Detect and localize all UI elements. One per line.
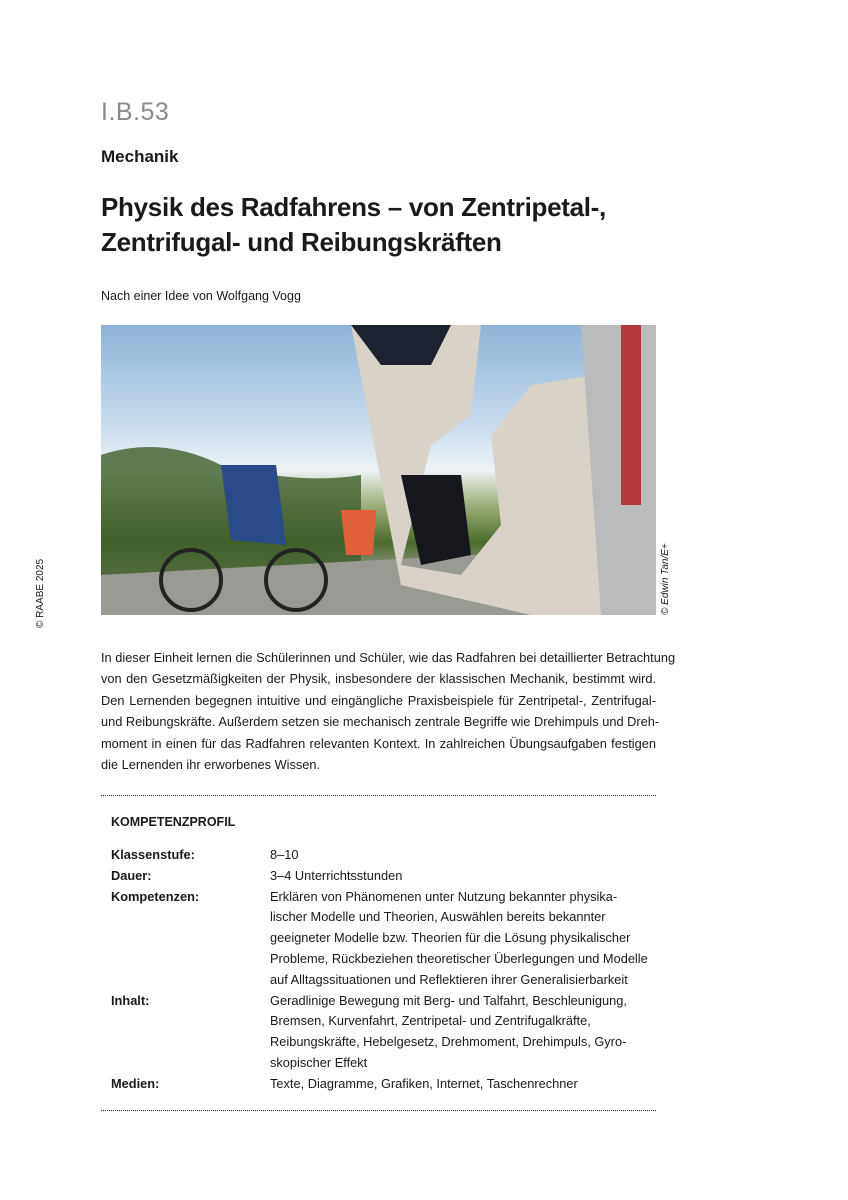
intro-line: moment in einen für das Radfahren relevanten Kontext. In zahlreichen Übungsaufgaben festigen bbox=[101, 735, 656, 751]
profile-value: lischer Modelle und Theorien, Auswählen bereits bekannter bbox=[270, 909, 606, 925]
profile-value: skopischer Effekt bbox=[270, 1054, 368, 1070]
profile-value: Texte, Diagramme, Grafiken, Internet, Taschenrechner bbox=[270, 1075, 578, 1091]
title-line: Physik des Radfahrens – von Zentripetal-, bbox=[101, 192, 606, 222]
intro-line: In dieser Einheit lernen die Schülerinnen und Schüler, wie das Radfahren bei detaillierter Betrachtung bbox=[101, 650, 676, 665]
profile-label: Dauer: bbox=[111, 867, 152, 883]
profile-row bbox=[111, 887, 656, 991]
profile-value: 3–4 Unterrichtsstunden bbox=[270, 867, 403, 883]
cyclists-photo bbox=[101, 325, 656, 615]
intro-line: die Lernenden ihr erworbenes Wissen. bbox=[101, 757, 321, 773]
profile-label: Klassenstufe: bbox=[111, 847, 195, 862]
page-title bbox=[101, 190, 661, 260]
profile-row bbox=[111, 991, 656, 1074]
intro-line: von den Gesetzmäßigkeiten der Physik, insbesondere der klassischen Mechanik, bestimmt wird. bbox=[101, 671, 656, 687]
divider bbox=[101, 1110, 656, 1111]
profile-row bbox=[111, 845, 656, 866]
profile-value: auf Alltagssituationen und Reflektieren ihrer Generalisierbarkeit bbox=[270, 971, 628, 987]
profile-heading: KOMPETENZPROFIL bbox=[111, 815, 236, 829]
profile-value: Erklären von Phänomenen unter Nutzung bekannter physika- bbox=[270, 888, 618, 904]
profile-label: Kompetenzen: bbox=[111, 888, 200, 904]
profile-row bbox=[111, 1074, 656, 1095]
profile-value: Reibungskräfte, Hebelgesetz, Drehmoment, Drehimpuls, Gyro- bbox=[270, 1034, 627, 1050]
divider bbox=[101, 795, 656, 796]
photo-credit: © Edwin Tan/E+ bbox=[660, 543, 671, 615]
author-note: Nach einer Idee von Wolfgang Vogg bbox=[101, 289, 301, 303]
profile-row bbox=[111, 866, 656, 887]
unit-code: I.B.53 bbox=[101, 98, 170, 126]
intro-line: Den Lernenden begegnen intuitive und eingängliche Praxisbeispiele für Zentripetal-, Zentrifugal- bbox=[101, 692, 656, 708]
profile-label: Medien: bbox=[111, 1075, 160, 1091]
intro-line: und Reibungskräfte. Außerdem setzen sie mechanisch zentrale Begriffe wie Drehimpuls und Dreh- bbox=[101, 714, 660, 730]
profile-value: Probleme, Rückbeziehen theoretischer Überlegungen und Modelle bbox=[270, 950, 648, 966]
section-title: Mechanik bbox=[101, 147, 179, 166]
intro-paragraph bbox=[101, 647, 676, 775]
profile-label: Inhalt: bbox=[111, 992, 150, 1008]
title-line: Zentrifugal- und Reibungskräften bbox=[101, 227, 502, 257]
competence-profile bbox=[111, 845, 656, 1095]
copyright: © RAABE 2025 bbox=[35, 558, 46, 628]
profile-value: Geradlinige Bewegung mit Berg- und Talfahrt, Beschleunigung, bbox=[270, 992, 627, 1008]
profile-value: 8–10 bbox=[270, 847, 299, 862]
profile-value: Bremsen, Kurvenfahrt, Zentripetal- und Zentrifugalkräfte, bbox=[270, 1013, 591, 1029]
profile-value: geeigneter Modelle bzw. Theorien für die Lösung physikalischer bbox=[270, 930, 631, 946]
